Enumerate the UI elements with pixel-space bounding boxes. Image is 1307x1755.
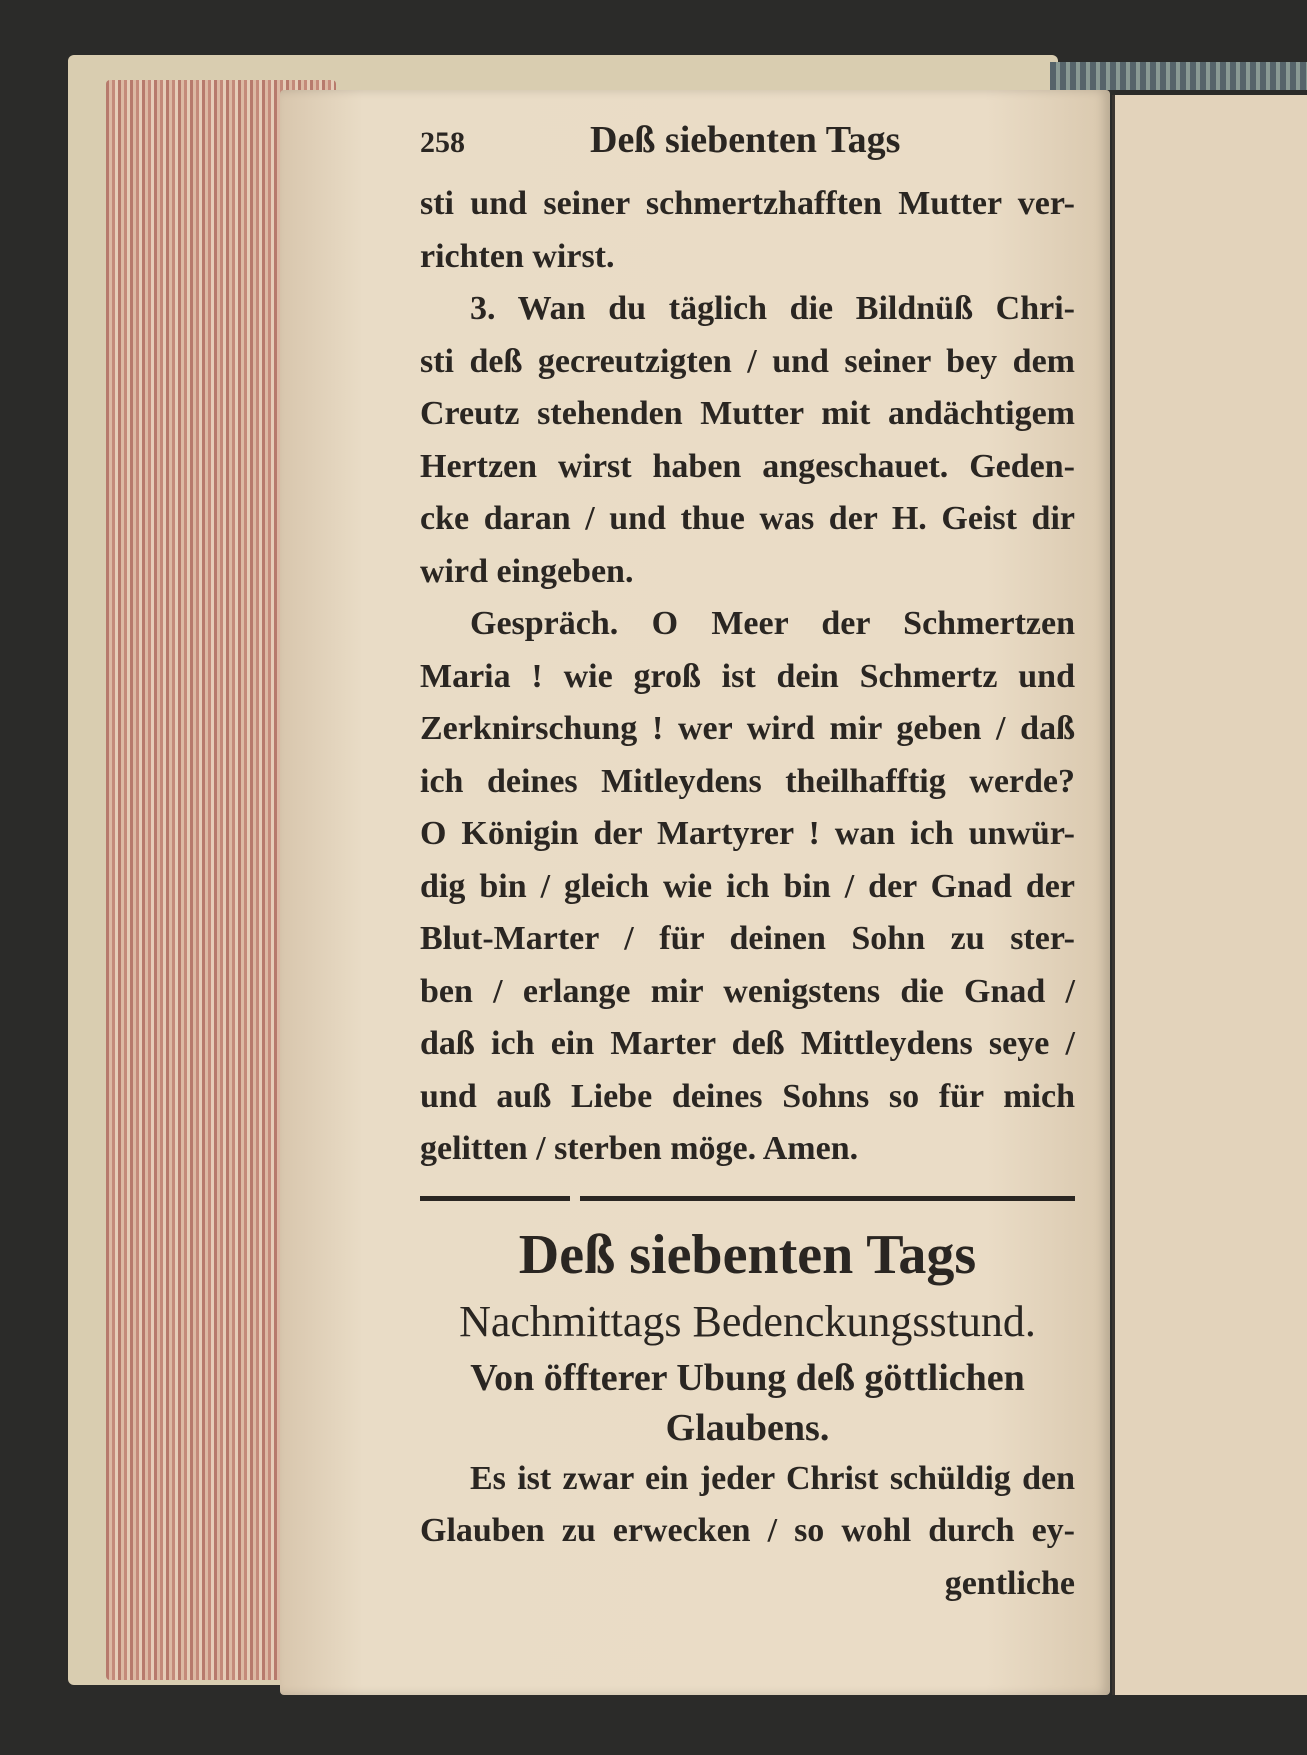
text-line: Hertzen wirst haben angeschauet. Geden- [420, 447, 1075, 485]
page-text [420, 118, 1075, 1610]
text-line: Creutz stehenden Mutter mit andächtigem [420, 395, 1075, 432]
text-line: Es ist zwar ein jeder Christ schüldig den [470, 1459, 1075, 1497]
topic-heading-cont: Glaubens. [665, 1406, 830, 1449]
text-line: wird eingeben. [420, 552, 634, 590]
text-line: richten wirst. [420, 237, 615, 275]
text-line: Gespräch. O Meer der Schmertzen [470, 605, 1075, 642]
topic-heading: Von öffterer Ubung deß göttlichen [470, 1356, 1025, 1399]
section-title: Deß siebenten Tags [518, 1223, 977, 1286]
running-header [420, 118, 1075, 178]
text-line: Zerknirschung ! wer wird mir geben / daß [420, 710, 1075, 747]
text-line: dig bin / gleich wie ich bin / der Gnad der [420, 867, 1075, 905]
section-subtitle: Nachmittags Bedenckungsstund. [459, 1296, 1036, 1346]
text-line: ben / erlange mir wenigstens die Gnad / [420, 972, 1075, 1010]
text-line: sti deß gecreutzigten / und seiner bey dem [420, 342, 1075, 380]
page-number: 258 [420, 126, 465, 159]
text-line: sti und seiner schmertzhafften Mutter ver- [420, 185, 1075, 222]
text-line: Blut-Marter / für deinen Sohn zu ster- [420, 920, 1075, 957]
facing-page-edge [1112, 95, 1307, 1695]
text-line: und auß Liebe deines Sohns so für mich [420, 1077, 1075, 1115]
book-spine [1050, 62, 1307, 90]
text-line: ich deines Mitleydens theilhafftig werde? [420, 762, 1075, 800]
text-line: Maria ! wie groß ist dein Schmertz und [420, 657, 1075, 695]
section-divider [420, 1196, 1075, 1201]
text-line: cke daran / und thue was der H. Geist dir [420, 500, 1075, 537]
text-line: O Königin der Martyrer ! wan ich unwür- [420, 815, 1075, 852]
body-text [420, 178, 1075, 1176]
text-line: daß ich ein Marter deß Mittleydens seye / [420, 1025, 1075, 1062]
catchword: gentliche [944, 1564, 1075, 1602]
running-title: Deß siebenten Tags [590, 119, 901, 161]
text-line: 3. Wan du täglich die Bildnüß Chri- [470, 290, 1075, 327]
text-line: gelitten / sterben möge. Amen. [420, 1130, 859, 1167]
text-line: Glauben zu erwecken / so wohl durch ey- [420, 1512, 1075, 1549]
